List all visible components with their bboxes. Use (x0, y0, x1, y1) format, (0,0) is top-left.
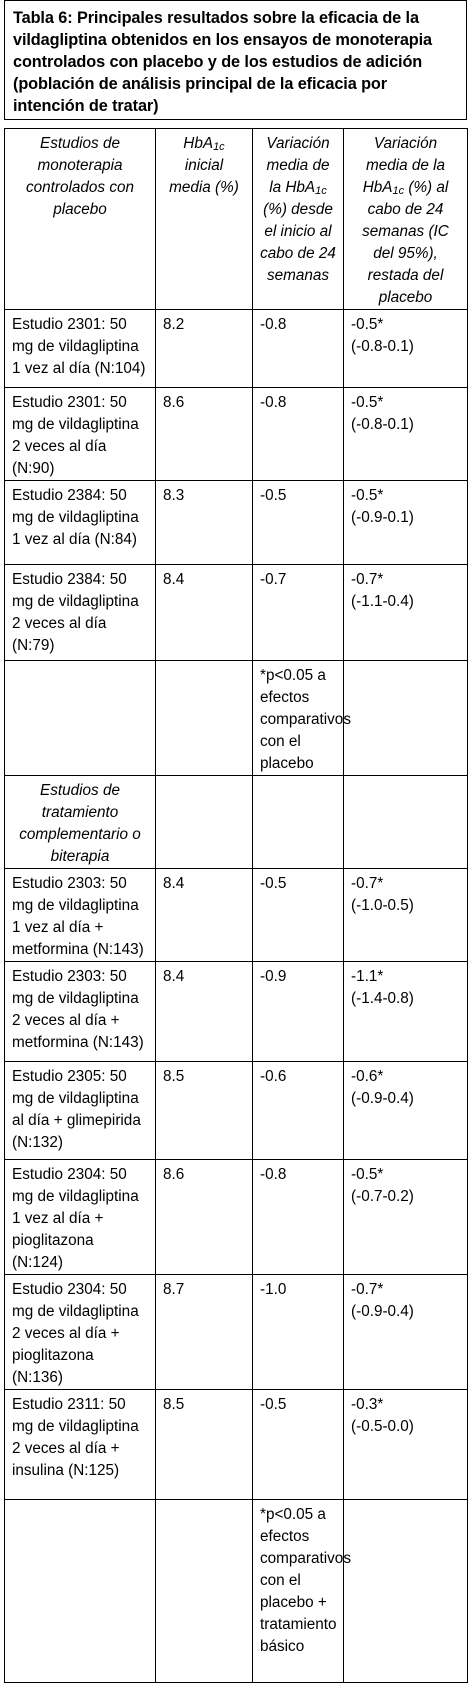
difference-value: -0.7* (351, 571, 384, 588)
difference-cell (344, 481, 468, 565)
difference-value: -0.5* (351, 1166, 384, 1183)
baseline-cell: 8.6 (156, 388, 253, 481)
study-cell: Estudio 2304: 50 mg de vildagliptina 1 vez al día + pioglitazona (N:124) (5, 1160, 156, 1275)
baseline-cell: 8.4 (156, 869, 253, 962)
confidence-interval: (-1.1-0.4) (351, 593, 414, 610)
baseline-cell: 8.4 (156, 962, 253, 1062)
change-cell: -0.5 (253, 869, 344, 962)
monotherapy-rows (5, 310, 468, 661)
header-text: HbA (183, 135, 214, 152)
change-cell: -0.5 (253, 481, 344, 565)
change-cell: -0.9 (253, 962, 344, 1062)
baseline-cell: 8.4 (156, 565, 253, 661)
document-page (4, 0, 467, 1683)
change-cell: -0.5 (253, 1390, 344, 1500)
confidence-interval: (-1.0-0.5) (351, 897, 414, 914)
empty-cell (344, 1500, 468, 1683)
difference-value: -1.1* (351, 968, 384, 985)
add-on-rows (5, 869, 468, 1500)
change-cell: -0.6 (253, 1062, 344, 1160)
header-text: Variación media de la HbA (362, 135, 446, 196)
difference-value: -0.7* (351, 1281, 384, 1298)
subscript: 1c (213, 141, 225, 153)
difference-cell (344, 962, 468, 1062)
section-heading-row (5, 776, 468, 869)
header-mean-change (253, 129, 344, 310)
study-cell: Estudio 2303: 50 mg de vildagliptina 2 veces al día + metformina (N:143) (5, 962, 156, 1062)
baseline-cell: 8.5 (156, 1062, 253, 1160)
table-row (5, 1160, 468, 1275)
difference-cell (344, 310, 468, 388)
baseline-cell: 8.2 (156, 310, 253, 388)
header-studies: Estudios de monoterapia controlados con placebo (5, 129, 156, 310)
empty-cell (253, 776, 344, 869)
empty-cell (156, 1500, 253, 1683)
study-cell: Estudio 2311: 50 mg de vildagliptina 2 veces al día + insulina (N:125) (5, 1390, 156, 1500)
difference-value: -0.3* (351, 1396, 384, 1413)
header-text: Variación media de la HbA (266, 135, 330, 196)
difference-cell (344, 1160, 468, 1275)
study-cell: Estudio 2384: 50 mg de vildagliptina 1 vez al día (N:84) (5, 481, 156, 565)
empty-cell (156, 776, 253, 869)
table-row (5, 962, 468, 1062)
table-row (5, 869, 468, 962)
confidence-interval: (-0.8-0.1) (351, 338, 414, 355)
difference-cell (344, 1275, 468, 1390)
table-row (5, 565, 468, 661)
note-row (5, 1500, 468, 1683)
baseline-cell: 8.6 (156, 1160, 253, 1275)
table-row (5, 1275, 468, 1390)
confidence-interval: (-0.8-0.1) (351, 416, 414, 433)
difference-cell (344, 1062, 468, 1160)
subscript: 1c (315, 185, 327, 197)
confidence-interval: (-1.4-0.8) (351, 990, 414, 1007)
difference-cell (344, 869, 468, 962)
baseline-cell: 8.3 (156, 481, 253, 565)
study-cell: Estudio 2384: 50 mg de vildagliptina 2 veces al día (N:79) (5, 565, 156, 661)
header-text: (%) desde el inicio al cabo de 24 semanas (260, 201, 336, 284)
difference-cell (344, 565, 468, 661)
empty-cell (344, 776, 468, 869)
change-cell: -0.7 (253, 565, 344, 661)
difference-value: -0.5* (351, 487, 384, 504)
empty-cell (5, 1500, 156, 1683)
efficacy-table (4, 128, 468, 1683)
confidence-interval: (-0.9-0.1) (351, 509, 414, 526)
confidence-interval: (-0.5-0.0) (351, 1418, 414, 1435)
note-row (5, 661, 468, 776)
change-cell: -0.8 (253, 1160, 344, 1275)
empty-cell (344, 661, 468, 776)
baseline-cell: 8.5 (156, 1390, 253, 1500)
table-row (5, 481, 468, 565)
difference-value: -0.5* (351, 394, 384, 411)
table-header-row (5, 129, 468, 310)
difference-value: -0.5* (351, 316, 384, 333)
header-text: inicial media (%) (169, 157, 239, 196)
header-placebo-adjusted-change (344, 129, 468, 310)
empty-cell (156, 661, 253, 776)
change-cell: -0.8 (253, 310, 344, 388)
confidence-interval: (-0.7-0.2) (351, 1188, 414, 1205)
difference-cell (344, 388, 468, 481)
table-row (5, 388, 468, 481)
study-cell: Estudio 2301: 50 mg de vildagliptina 1 vez al día (N:104) (5, 310, 156, 388)
section-heading: Estudios de tratamiento complementario o biterapia (5, 776, 156, 869)
header-baseline-hba1c (156, 129, 253, 310)
table-row (5, 1390, 468, 1500)
confidence-interval: (-0.9-0.4) (351, 1303, 414, 1320)
baseline-cell: 8.7 (156, 1275, 253, 1390)
study-cell: Estudio 2301: 50 mg de vildagliptina 2 veces al día (N:90) (5, 388, 156, 481)
confidence-interval: (-0.9-0.4) (351, 1090, 414, 1107)
study-cell: Estudio 2305: 50 mg de vildagliptina al día + glimepirida (N:132) (5, 1062, 156, 1160)
difference-value: -0.6* (351, 1068, 384, 1085)
empty-cell (5, 661, 156, 776)
subscript: 1c (392, 185, 405, 197)
change-cell: -1.0 (253, 1275, 344, 1390)
table-row (5, 310, 468, 388)
study-cell: Estudio 2304: 50 mg de vildagliptina 2 veces al día + pioglitazona (N:136) (5, 1275, 156, 1390)
footnote-placebo: *p<0.05 a efectos comparativos con el placebo (253, 661, 344, 776)
difference-value: -0.7* (351, 875, 384, 892)
study-cell: Estudio 2303: 50 mg de vildagliptina 1 vez al día + metformina (N:143) (5, 869, 156, 962)
table-row (5, 1062, 468, 1160)
footnote-placebo-basic: *p<0.05 a efectos comparativos con el placebo + tratamiento básico (253, 1500, 344, 1683)
change-cell: -0.8 (253, 388, 344, 481)
header-text: (%) al cabo de 24 semanas (IC del 95%), restada del placebo (362, 179, 449, 306)
table-caption: Tabla 6: Principales resultados sobre la eficacia de la vildagliptina obtenidos en los ensayos de monoterapia controlados con placebo y de los estudios de adición (población de análisis principal de la eficacia por intención de tratar) (4, 0, 467, 120)
difference-cell (344, 1390, 468, 1500)
